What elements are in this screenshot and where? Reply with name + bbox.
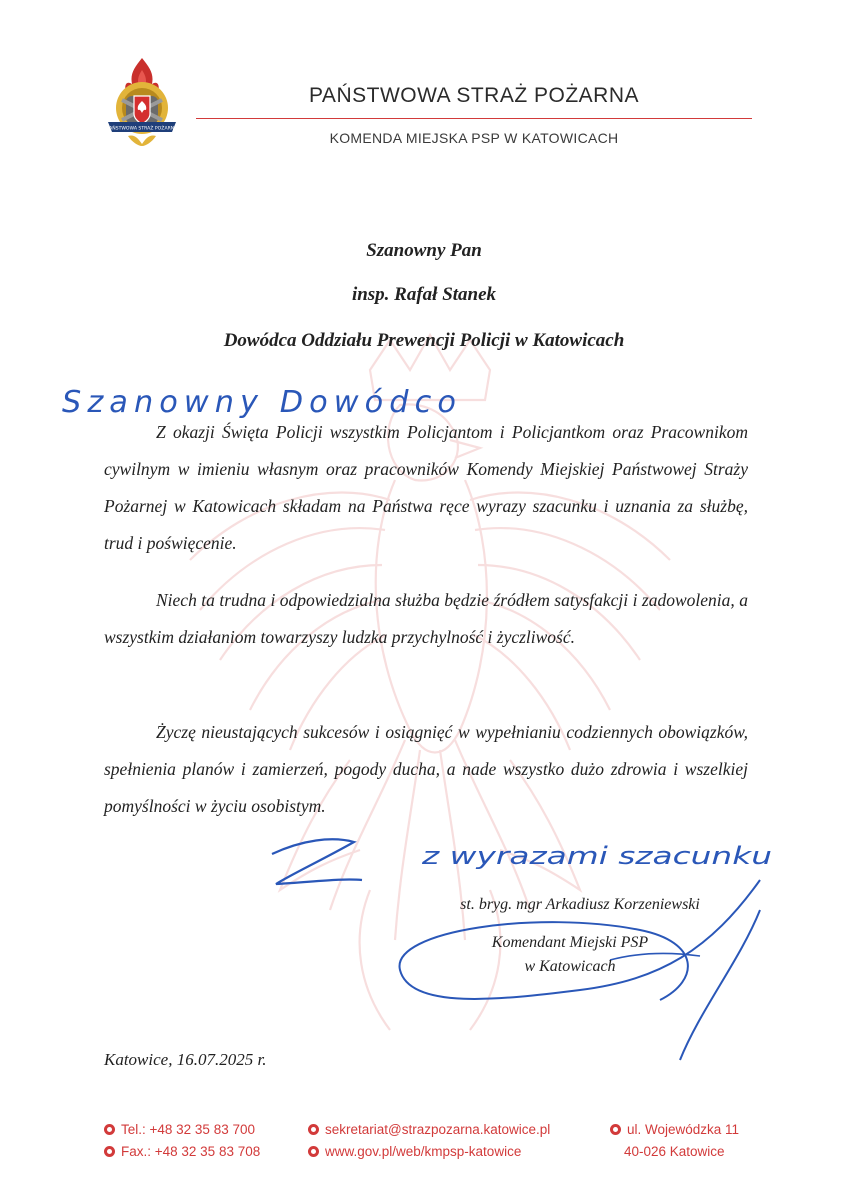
addressee-salutation: Szanowny Pan bbox=[366, 240, 482, 261]
footer-city bbox=[624, 1144, 725, 1159]
body-paragraph-1 bbox=[104, 414, 748, 562]
footer-phone bbox=[104, 1122, 255, 1137]
phone-icon bbox=[104, 1124, 115, 1135]
footer-street-text: ul. Wojewódzka 11 bbox=[627, 1122, 740, 1137]
footer-street bbox=[610, 1122, 739, 1137]
body-paragraph-2-text: Niech ta trudna i odpowiedzialna służba będzie źródłem satysfakcji i zadowolenia, a wszystkim działaniom towarzyszy ludzka przychylność i życzliwość. bbox=[104, 590, 748, 647]
signer-location: w Katowicach bbox=[524, 958, 616, 975]
footer-email[interactable] bbox=[308, 1122, 550, 1137]
header-divider bbox=[196, 118, 752, 119]
letter-date: Katowice, 16.07.2025 r. bbox=[104, 1050, 267, 1069]
body-paragraph-3-text: Życzę nieustających sukcesów i osiągnięć w wypełnianiu codziennych obowiązków, spełnienia planów i zamierzeń, pogody ducha, a nade wszystko dużo zdrowia i wszelkiej pomyślności w życiu osobistym. bbox=[104, 722, 748, 816]
globe-icon bbox=[308, 1146, 319, 1157]
location-pin-icon bbox=[610, 1124, 621, 1135]
body-paragraph-3 bbox=[104, 714, 748, 825]
footer-city-text: 40-026 Katowice bbox=[624, 1144, 725, 1159]
organization-unit: KOMENDA MIEJSKA PSP W KATOWICACH bbox=[329, 130, 619, 146]
signer-title: Komendant Miejski PSP bbox=[491, 934, 649, 951]
footer-email-text[interactable]: sekretariat@strazpozarna.katowice.pl bbox=[325, 1122, 551, 1137]
email-icon bbox=[308, 1124, 319, 1135]
addressee-name: insp. Rafał Stanek bbox=[351, 284, 497, 305]
body-paragraph-2 bbox=[104, 582, 748, 656]
footer-fax-text: Fax.: +48 32 35 83 708 bbox=[121, 1144, 261, 1159]
signer-name: st. bryg. mgr Arkadiusz Korzeniewski bbox=[460, 896, 700, 913]
fax-icon bbox=[104, 1146, 115, 1157]
footer-fax bbox=[104, 1144, 260, 1159]
organization-name: PAŃSTWOWA STRAŻ POŻARNA bbox=[308, 84, 640, 107]
addressee-position: Dowódca Oddziału Prewencji Policji w Katowicach bbox=[223, 330, 625, 351]
handwritten-closing-text: z wyrazami szacunku bbox=[420, 842, 772, 870]
footer-website[interactable] bbox=[308, 1144, 521, 1159]
psp-logo-icon bbox=[104, 56, 180, 148]
logo-banner-text: PAŃSTWOWA STRAŻ POŻARNA bbox=[106, 126, 178, 132]
body-paragraph-1-text: Z okazji Święta Policji wszystkim Policjantom i Policjantkom oraz Pracownikom cywilnym w imieniu własnym oraz pracowników Komendy Miejskiej Państwowej Straży Pożarnej w Katowicach składam na Państwa ręce wyrazy szacunku i uznania za służbę, trud i poświęcenie. bbox=[104, 422, 748, 553]
footer-website-text[interactable]: www.gov.pl/web/kmpsp-katowice bbox=[325, 1144, 522, 1159]
handwritten-greeting-text: Szanowny Dowódco bbox=[62, 385, 462, 420]
footer-phone-text: Tel.: +48 32 35 83 700 bbox=[121, 1122, 255, 1137]
